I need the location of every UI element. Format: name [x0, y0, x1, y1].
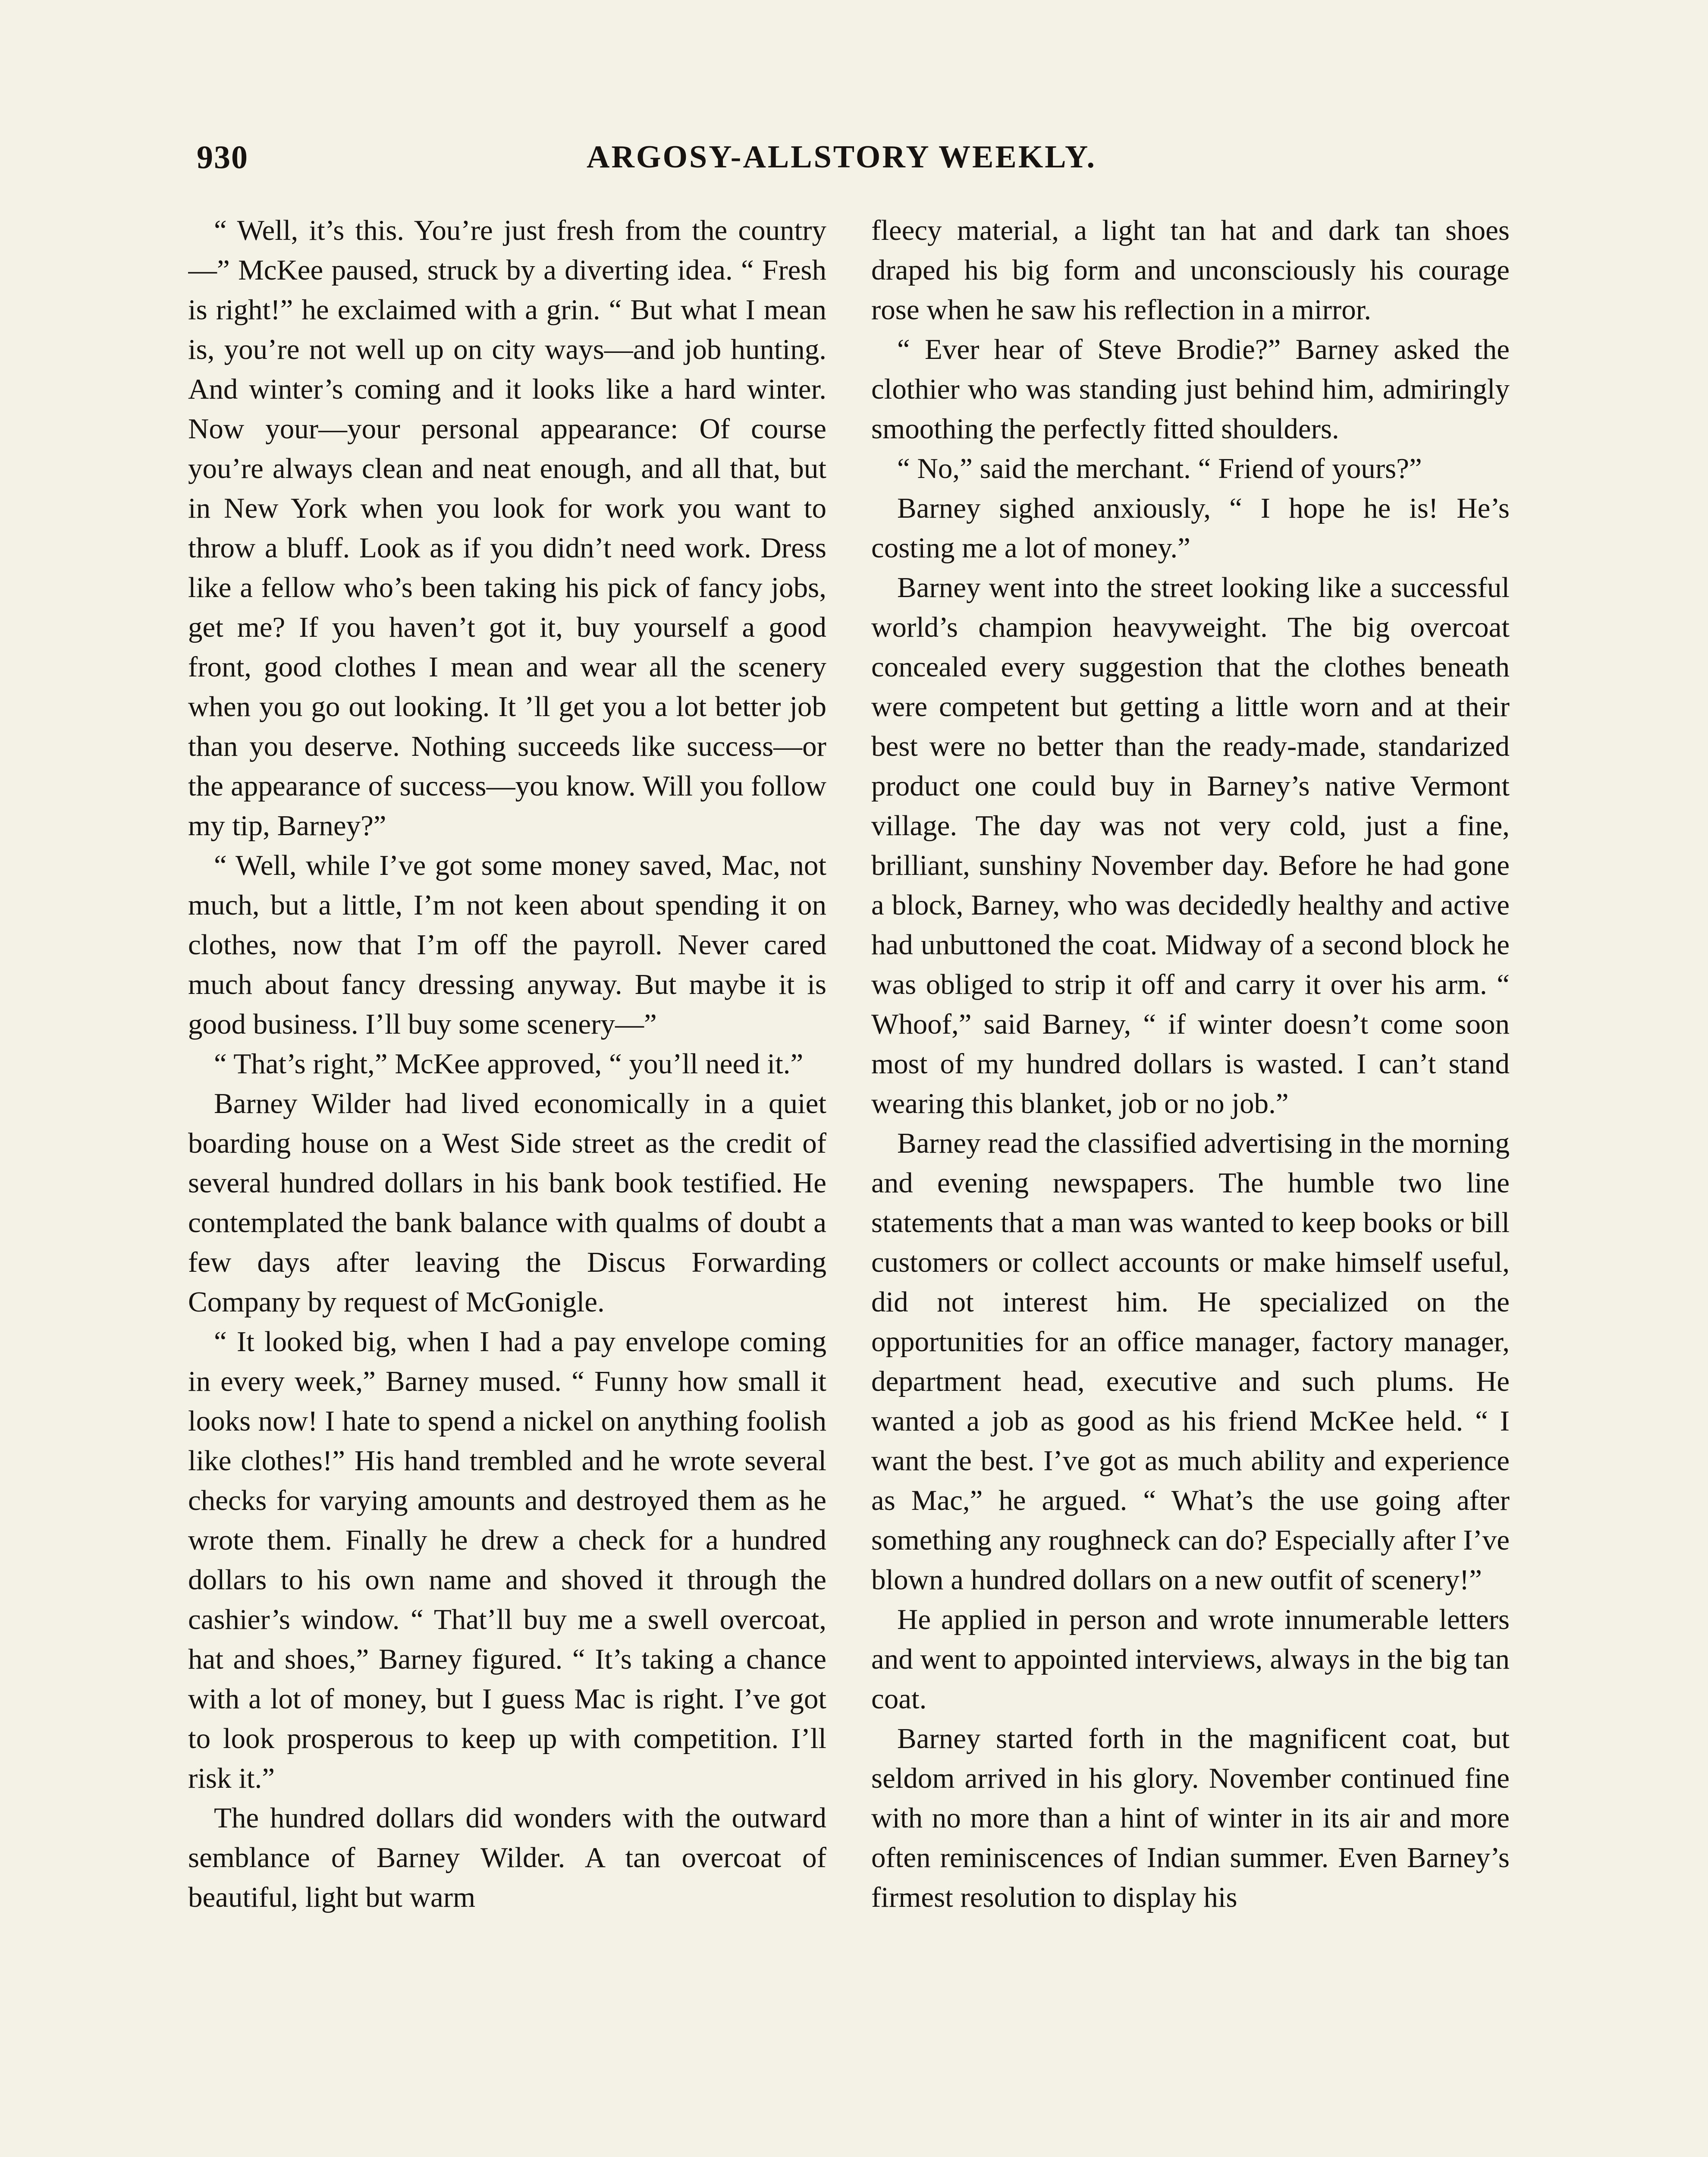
left-column	[188, 211, 826, 2157]
paragraph: Barney Wilder had lived economically in a quiet boarding house on a West Side street as the credit of several hundred dollars in his bank book testified. He contemplated the bank balance with qualms of doubt a few days after leaving the Discus Forwarding Company by request of McGonigle.	[188, 1088, 826, 1318]
paragraph: He applied in person and wrote innumerable letters and went to appointed interviews, always in the big tan coat.	[871, 1604, 1510, 1715]
page-number: 930	[197, 139, 248, 176]
paragraph: The hundred dollars did wonders with the outward semblance of Barney Wilder. A tan overcoat of beautiful, light but warm	[188, 1802, 826, 1913]
paragraph: “ That’s right,” McKee approved, “ you’ll need it.”	[214, 1048, 804, 1080]
running-head: ARGOSY-ALLSTORY WEEKLY.	[587, 139, 1097, 175]
paragraph: “ Well, it’s this. You’re just fresh from the country—” McKee paused, struck by a diverting idea. “ Fresh is right!” he exclaimed with a grin. “ But what I mean is, you’re not well up on city ways—and job hunting. And winter’s coming and it looks like a hard winter. Now your—your personal appearance: Of course you’re always clean and neat enough, and all that, but in New York when you look for work you want to throw a bluff. Look as if you didn’t need work. Dress like a fellow who’s been taking his pick of fancy jobs, get me? If you haven’t got it, buy yourself a good front, good clothes I mean and wear all the scenery when you go out looking. It ’ll get you a lot better job than you deserve. Nothing succeeds like success—or the appearance of success—you know. Will you follow my tip, Barney?”	[188, 214, 826, 842]
paragraph: “ It looked big, when I had a pay envelope coming in every week,” Barney mused. “ Funny how small it looks now! I hate to spend a nickel on anything foolish like clothes!” His hand trembled and he wrote several checks for varying amounts and destroyed them as he wrote them. Finally he drew a check for a hundred dollars to his own name and shoved it through the cashier’s window. “ That’ll buy me a swell overcoat, hat and shoes,” Barney figured. “ It’s taking a chance with a lot of money, but I guess Mac is right. I’ve got to look prosperous to keep up with competition. I’ll risk it.”	[188, 1326, 826, 1794]
paragraph: “ No,” said the merchant. “ Friend of yours?”	[897, 453, 1422, 484]
right-column	[871, 211, 1510, 2157]
paragraph: Barney sighed anxiously, “ I hope he is! He’s costing me a lot of money.”	[871, 492, 1510, 564]
paragraph: Barney went into the street looking like a successful world’s champion heavyweight. The big overcoat concealed every suggestion that the clothes beneath were competent but getting a little worn and at their best were no better than the ready-made, standarized product one could buy in Barney’s native Vermont village. The day was not very cold, just a fine, brilliant, sunshiny November day. Before he had gone a block, Barney, who was decidedly healthy and active had unbuttoned the coat. Midway of a second block he was obliged to strip it off and carry it over his arm. “ Whoof,” said Barney, “ if winter doesn’t come soon most of my hundred dollars is wasted. I can’t stand wearing this blanket, job or no job.”	[871, 572, 1510, 1119]
paragraph: “ Ever hear of Steve Brodie?” Barney asked the clothier who was standing just behind him, admiringly smoothing the perfectly fitted shoulders.	[871, 333, 1510, 445]
paragraph-continuation: fleecy material, a light tan hat and dark tan shoes draped his big form and unconsciously his courage rose when he saw his reflection in a mirror.	[871, 214, 1510, 326]
paragraph: Barney read the classified advertising in the morning and evening newspapers. The humble two line statements that a man was wanted to keep books or bill customers or collect accounts or make himself useful, did not interest him. He specialized on the opportunities for an office manager, factory manager, department head, executive and such plums. He wanted a job as good as his friend McKee held. “ I want the best. I’ve got as much ability and experience as Mac,” he argued. “ What’s the use going after something any roughneck can do? Especially after I’ve blown a hundred dollars on a new outfit of scenery!”	[871, 1127, 1510, 1596]
paragraph: “ Well, while I’ve got some money saved, Mac, not much, but a little, I’m not keen about spending it on clothes, now that I’m off the payroll. Never cared much about fancy dressing anyway. But maybe it is good business. I’ll buy some scenery—”	[188, 849, 826, 1040]
paragraph: Barney started forth in the magnificent coat, but seldom arrived in his glory. November continued fine with no more than a hint of winter in its air and more often reminiscences of Indian summer. Even Barney’s firmest resolution to display his	[871, 1723, 1510, 1913]
